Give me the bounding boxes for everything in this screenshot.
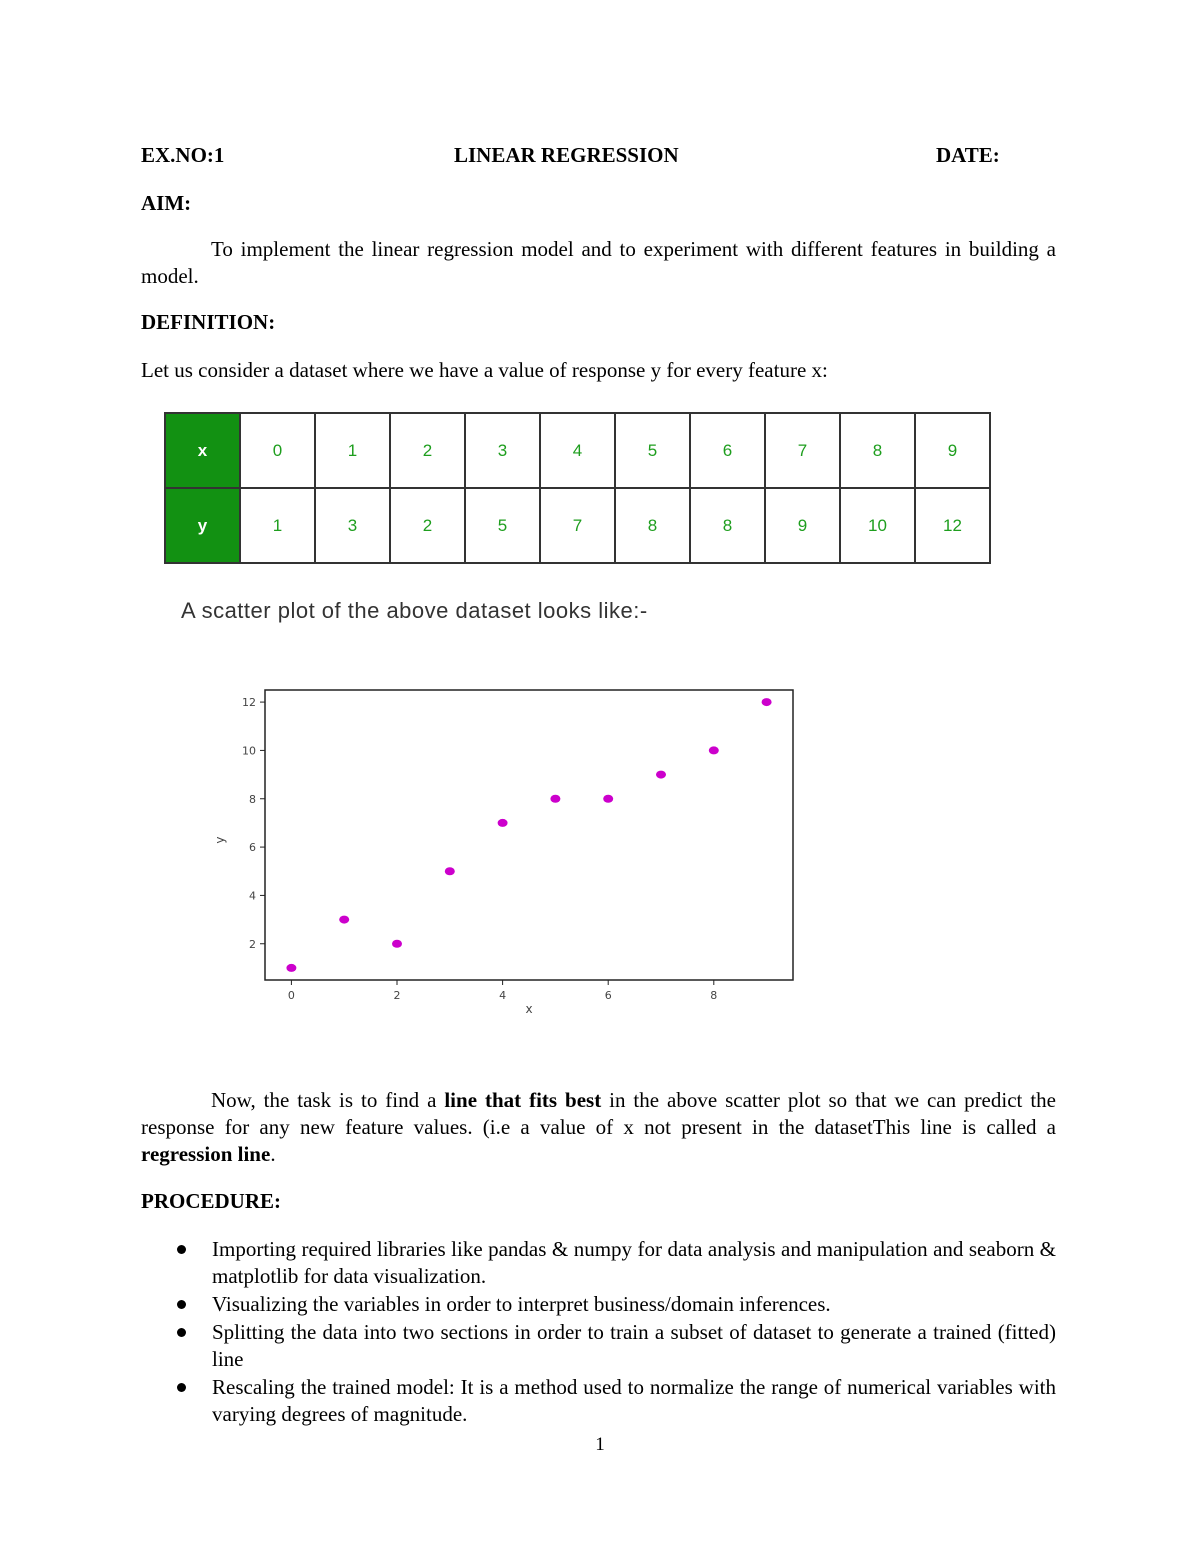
plot-frame [265, 690, 793, 980]
data-points [286, 698, 771, 972]
y-tick-label: 6 [249, 841, 256, 855]
table-cell: 5 [615, 413, 690, 488]
table-header-x: x [165, 413, 240, 488]
data-point [286, 964, 296, 972]
data-point [550, 795, 560, 803]
table-cell: 9 [765, 488, 840, 563]
x-tick-label: 2 [393, 989, 401, 1002]
list-item-text: Rescaling the trained model: It is a method used to normalize the range of numerical variables with varying degrees of magnitude. [212, 1375, 1056, 1426]
aim-text: To implement the linear regression model and to experiment with different features in building a model. [141, 237, 1056, 288]
table-cell: 4 [540, 413, 615, 488]
y-tick-label: 12 [242, 696, 256, 710]
list-item [141, 1236, 1056, 1290]
explanation-text-3: . [270, 1142, 276, 1166]
list-item-text: Splitting the data into two sections in order to train a subset of dataset to generate a trained (fitted) line [212, 1320, 1056, 1371]
table-row-y [165, 488, 990, 563]
data-point [498, 819, 508, 827]
aim-heading: AIM: [141, 191, 192, 215]
table-cell: 3 [315, 488, 390, 563]
x-tick-label: 4 [499, 989, 507, 1002]
y-axis [242, 696, 265, 951]
scatter-caption: A scatter plot of the above dataset looks like:- [181, 598, 648, 623]
list-item-text: Importing required libraries like pandas & numpy for data analysis and manipulation and seaborn & matplotlib for data visualization. [212, 1237, 1056, 1288]
x-tick-label: 8 [710, 989, 718, 1002]
bullet-icon [177, 1383, 186, 1392]
table-cell: 2 [390, 488, 465, 563]
list-item-text: Visualizing the variables in order to interpret business/domain inferences. [212, 1292, 831, 1316]
table-row-x [165, 413, 990, 488]
table-cell: 10 [840, 488, 915, 563]
table-cell: 1 [315, 413, 390, 488]
y-tick-label: 8 [249, 792, 256, 806]
date-label: DATE: [936, 143, 1000, 167]
table-cell: 12 [915, 488, 990, 563]
list-item [141, 1291, 1056, 1318]
table-cell: 8 [840, 413, 915, 488]
explanation-bold-1: line that fits best [444, 1088, 602, 1112]
bullet-icon [177, 1328, 186, 1337]
list-item [141, 1374, 1056, 1428]
x-axis [288, 980, 717, 1002]
data-point [392, 940, 402, 948]
table-cell: 7 [765, 413, 840, 488]
table-cell: 8 [615, 488, 690, 563]
table-header-y: y [165, 488, 240, 563]
table-cell: 1 [240, 488, 315, 563]
y-tick-label: 2 [249, 937, 256, 951]
explanation-text-1: Now, the task is to find a [211, 1088, 445, 1112]
bullet-icon [177, 1245, 186, 1254]
procedure-heading: PROCEDURE: [141, 1189, 281, 1213]
explanation-text-2: in the above scatter plot so that we can predict the response for any new feature values. (i.e a value of x not present in the datasetThis line is called a [141, 1088, 1056, 1139]
x-tick-label: 0 [287, 989, 295, 1002]
page-number: 1 [595, 1434, 605, 1455]
definition-text: Let us consider a dataset where we have a value of response y for every feature x: [141, 358, 828, 382]
data-point [339, 916, 349, 924]
bullet-icon [177, 1300, 186, 1309]
y-tick-label: 10 [242, 744, 256, 758]
procedure-list [141, 1236, 1056, 1429]
y-axis-label: y [213, 836, 227, 844]
page-title: LINEAR REGRESSION [454, 143, 679, 167]
definition-heading: DEFINITION: [141, 310, 276, 334]
table-cell: 3 [465, 413, 540, 488]
table-cell: 0 [240, 413, 315, 488]
data-point [762, 698, 772, 706]
explanation-bold-2: regression line [141, 1142, 271, 1166]
exercise-number: EX.NO:1 [141, 143, 225, 167]
y-tick-label: 4 [249, 889, 256, 903]
data-point [709, 746, 719, 754]
x-tick-label: 6 [604, 989, 612, 1002]
table-cell: 8 [690, 488, 765, 563]
scatter-chart [210, 680, 810, 1020]
data-point [603, 795, 613, 803]
table-cell: 5 [465, 488, 540, 563]
table-cell: 7 [540, 488, 615, 563]
explanation-paragraph [141, 1087, 1056, 1168]
x-axis-label: x [525, 1002, 533, 1016]
table-cell: 9 [915, 413, 990, 488]
data-point [445, 867, 455, 875]
table-cell: 6 [690, 413, 765, 488]
list-item [141, 1319, 1056, 1373]
data-point [656, 771, 666, 779]
table-cell: 2 [390, 413, 465, 488]
dataset-table [164, 412, 991, 564]
